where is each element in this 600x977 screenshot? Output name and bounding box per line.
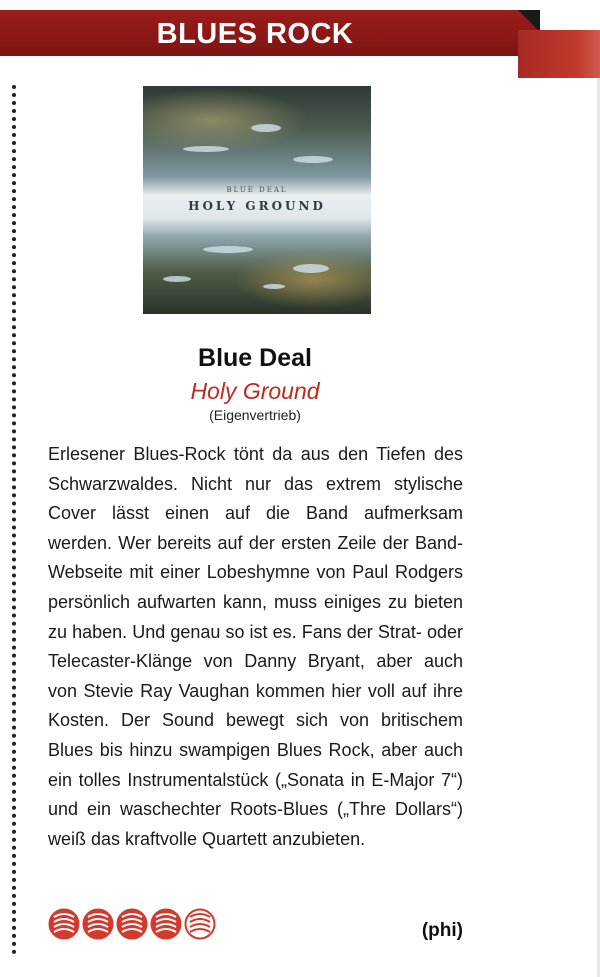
- section-title: BLUES ROCK: [156, 18, 354, 50]
- rating-disc-filled-icon: [48, 908, 80, 940]
- rating-disc-filled-icon: [82, 908, 114, 940]
- album-cover-image: [143, 86, 371, 314]
- artist-name: Blue Deal: [198, 344, 312, 372]
- rating-disc-filled-icon: [150, 908, 182, 940]
- header-corner-notch: [518, 10, 540, 32]
- album-title: Holy Ground: [190, 378, 320, 404]
- record-label: (Eigenvertrieb): [209, 407, 301, 423]
- rating-disc-empty-icon: [184, 908, 216, 940]
- review-author: (phi): [421, 920, 463, 941]
- side-tab: [518, 30, 600, 78]
- cover-band-name: BLUE DEAL: [226, 186, 288, 194]
- rating-disc-filled-icon: [116, 908, 148, 940]
- dotted-divider: [12, 85, 16, 955]
- rating: [48, 908, 216, 942]
- cover-album-title: HOLY GROUND: [188, 199, 326, 213]
- review-text: Erlesener Blues-Rock tönt da aus den Tiefen des Schwarzwaldes. Nicht nur das extrem stylische Cover lässt einen auf die Band aufmerksam werden. Wer bereits auf der ersten Zeile der Band-Webseite mit einer Lobeshymne von Paul Rodgers persönlich aufwarten kann, muss einiges zu bieten zu haben. Und genau so ist es. Fans der Strat- oder Telecaster-Klänge von Danny Bryant, aber auch von Stevie Ray Vaughan kommen hier voll auf ihre Kosten. Der Sound bewegt sich von britischem Blues bis hinzu swampigen Blues Rock, aber auch ein tolles Instrumentalstück („Sonata in E-Major 7“) und ein waschechter Roots-Blues („Thre Dollars“) weiß das kraftvolle Quartett anzubieten.: [48, 444, 463, 849]
